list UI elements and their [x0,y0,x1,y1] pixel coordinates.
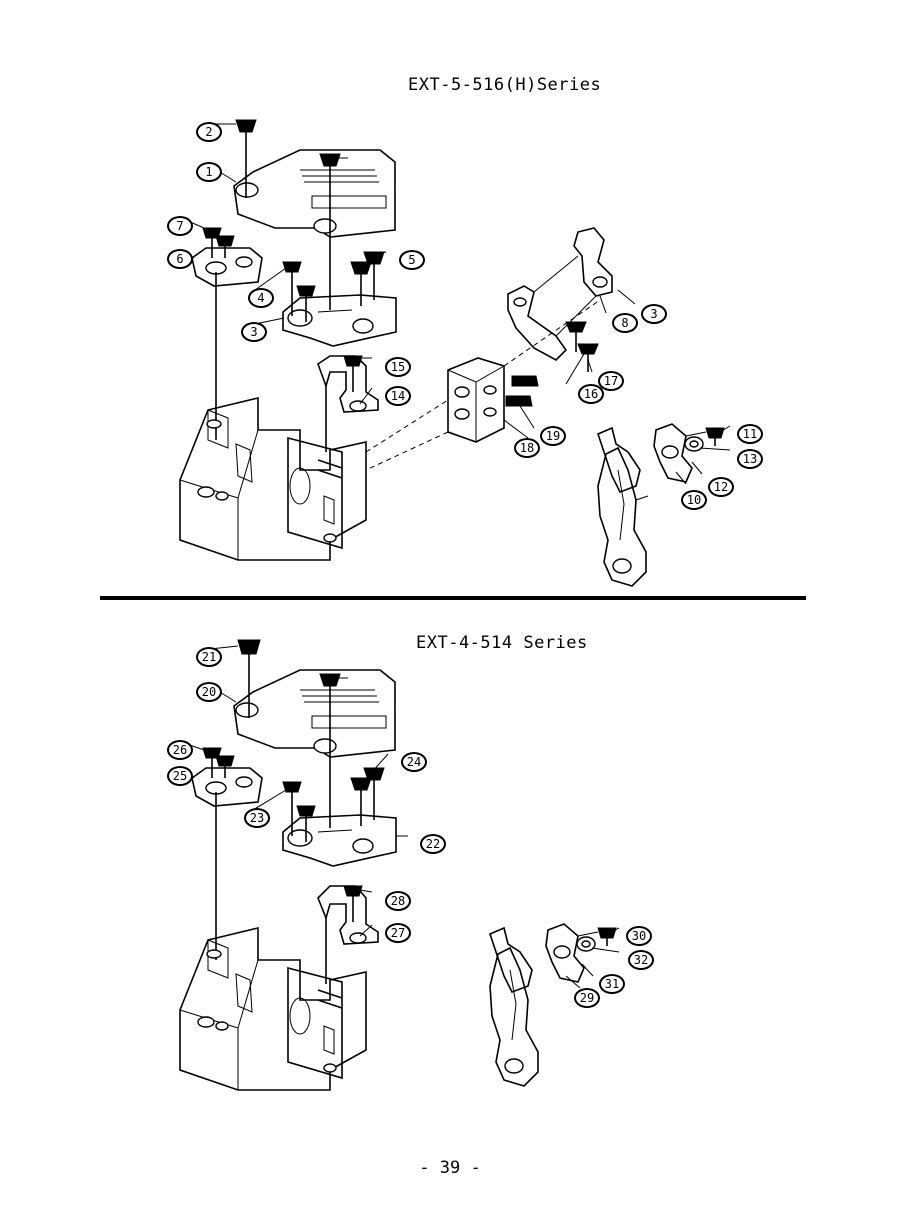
throat-plate-top [234,150,395,237]
page-number: - 39 - [419,1158,481,1178]
callout-21[interactable]: 21 [196,647,222,667]
screws-19 [506,376,538,406]
callout-24[interactable]: 24 [401,752,427,772]
callout-2[interactable]: 2 [196,122,222,142]
callout-25[interactable]: 25 [167,766,193,786]
callout-19[interactable]: 19 [540,426,566,446]
screws-7 [203,228,234,258]
callout-12[interactable]: 12 [708,477,734,497]
callout-3[interactable]: 3 [241,322,267,342]
callout-6[interactable]: 6 [167,249,193,269]
callout-23[interactable]: 23 [244,808,270,828]
machine-body-top [180,398,366,560]
bracket-3-top [283,295,396,346]
presser-assembly-top [598,448,648,586]
throat-plate-bottom [234,670,395,757]
callout-9[interactable]: 3 [641,304,667,324]
callout-18[interactable]: 18 [514,438,540,458]
callout-10[interactable]: 10 [681,490,707,510]
callout-5[interactable]: 5 [399,250,425,270]
callout-22[interactable]: 22 [420,834,446,854]
callout-1[interactable]: 1 [196,162,222,182]
callout-26[interactable]: 26 [167,740,193,760]
screws-5 [351,252,384,306]
callout-20[interactable]: 20 [196,682,222,702]
callout-28[interactable]: 28 [385,891,411,911]
plate-25 [192,768,262,960]
screws-26 [203,748,234,778]
callout-7[interactable]: 7 [167,216,193,236]
section-title-top: EXT-5-516(H)Series [408,75,602,95]
callout-29[interactable]: 29 [574,988,600,1008]
callout-14[interactable]: 14 [385,386,411,406]
callout-8[interactable]: 8 [612,313,638,333]
callout-27[interactable]: 27 [385,923,411,943]
callout-16[interactable]: 16 [578,384,604,404]
section-title-bottom: EXT-4-514 Series [416,633,588,653]
screws-16-17 [566,322,598,372]
machine-body-bottom [180,928,366,1090]
block-18 [448,358,504,442]
callout-4[interactable]: 4 [248,288,274,308]
callout-13[interactable]: 13 [737,449,763,469]
bracket-27 [318,886,378,984]
callout-11[interactable]: 11 [737,424,763,444]
callout-31[interactable]: 31 [599,974,625,994]
callout-15[interactable]: 15 [385,357,411,377]
linkage-8 [508,228,612,360]
callout-17[interactable]: 17 [598,371,624,391]
plate-6 [192,248,262,440]
callout-32[interactable]: 32 [628,950,654,970]
bracket-22 [283,815,396,866]
callout-30[interactable]: 30 [626,926,652,946]
bracket-14 [318,356,378,452]
lever-group-top [598,424,724,492]
